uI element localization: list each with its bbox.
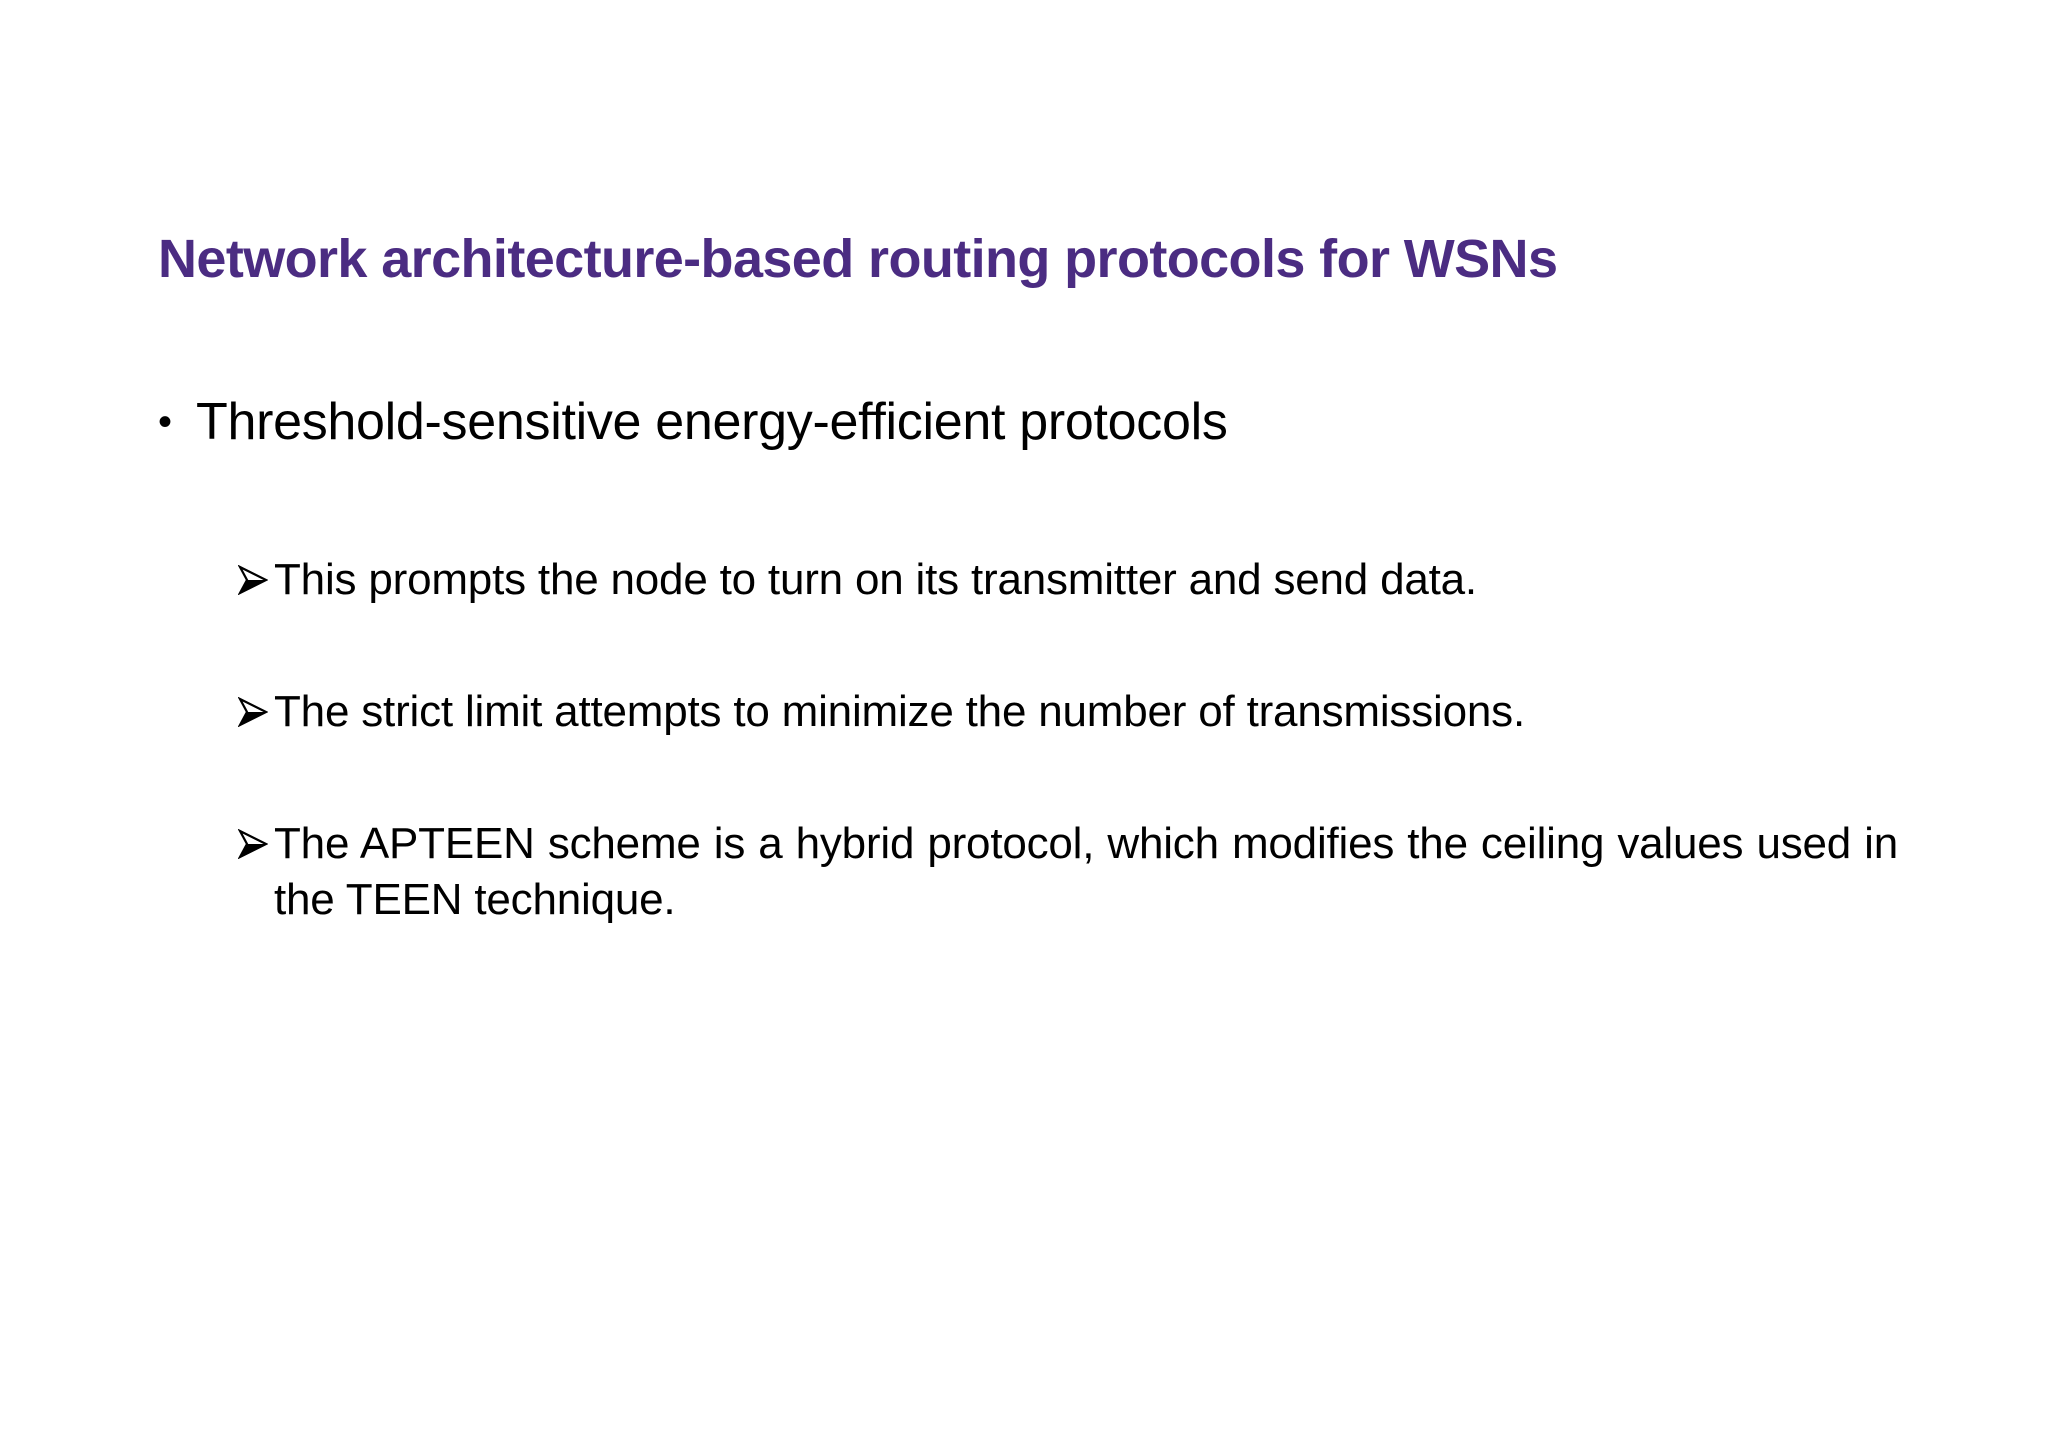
sub-bullet-item bbox=[238, 816, 1898, 928]
sub-bullet-list bbox=[238, 552, 1898, 928]
sub-bullet-text: The APTEEN scheme is a hybrid protocol, which modifies the ceiling values used in the TEEN technique. bbox=[274, 819, 1898, 924]
sub-bullet-item bbox=[238, 552, 1898, 608]
bullet-marker: • bbox=[158, 400, 172, 444]
slide-title: Network architecture-based routing protocols for WSNs bbox=[158, 229, 1558, 289]
sub-bullet-text: This prompts the node to turn on its transmitter and send data. bbox=[274, 555, 1477, 604]
arrowhead-icon bbox=[238, 816, 274, 872]
sub-bullet-text: The strict limit attempts to minimize the number of transmissions. bbox=[274, 687, 1525, 736]
arrowhead-icon bbox=[238, 684, 274, 740]
sub-bullet-item bbox=[238, 684, 1898, 740]
main-bullet-text: Threshold-sensitive energy-efficient protocols bbox=[196, 393, 1228, 451]
arrowhead-icon bbox=[238, 552, 274, 608]
main-bullet bbox=[158, 392, 1228, 452]
